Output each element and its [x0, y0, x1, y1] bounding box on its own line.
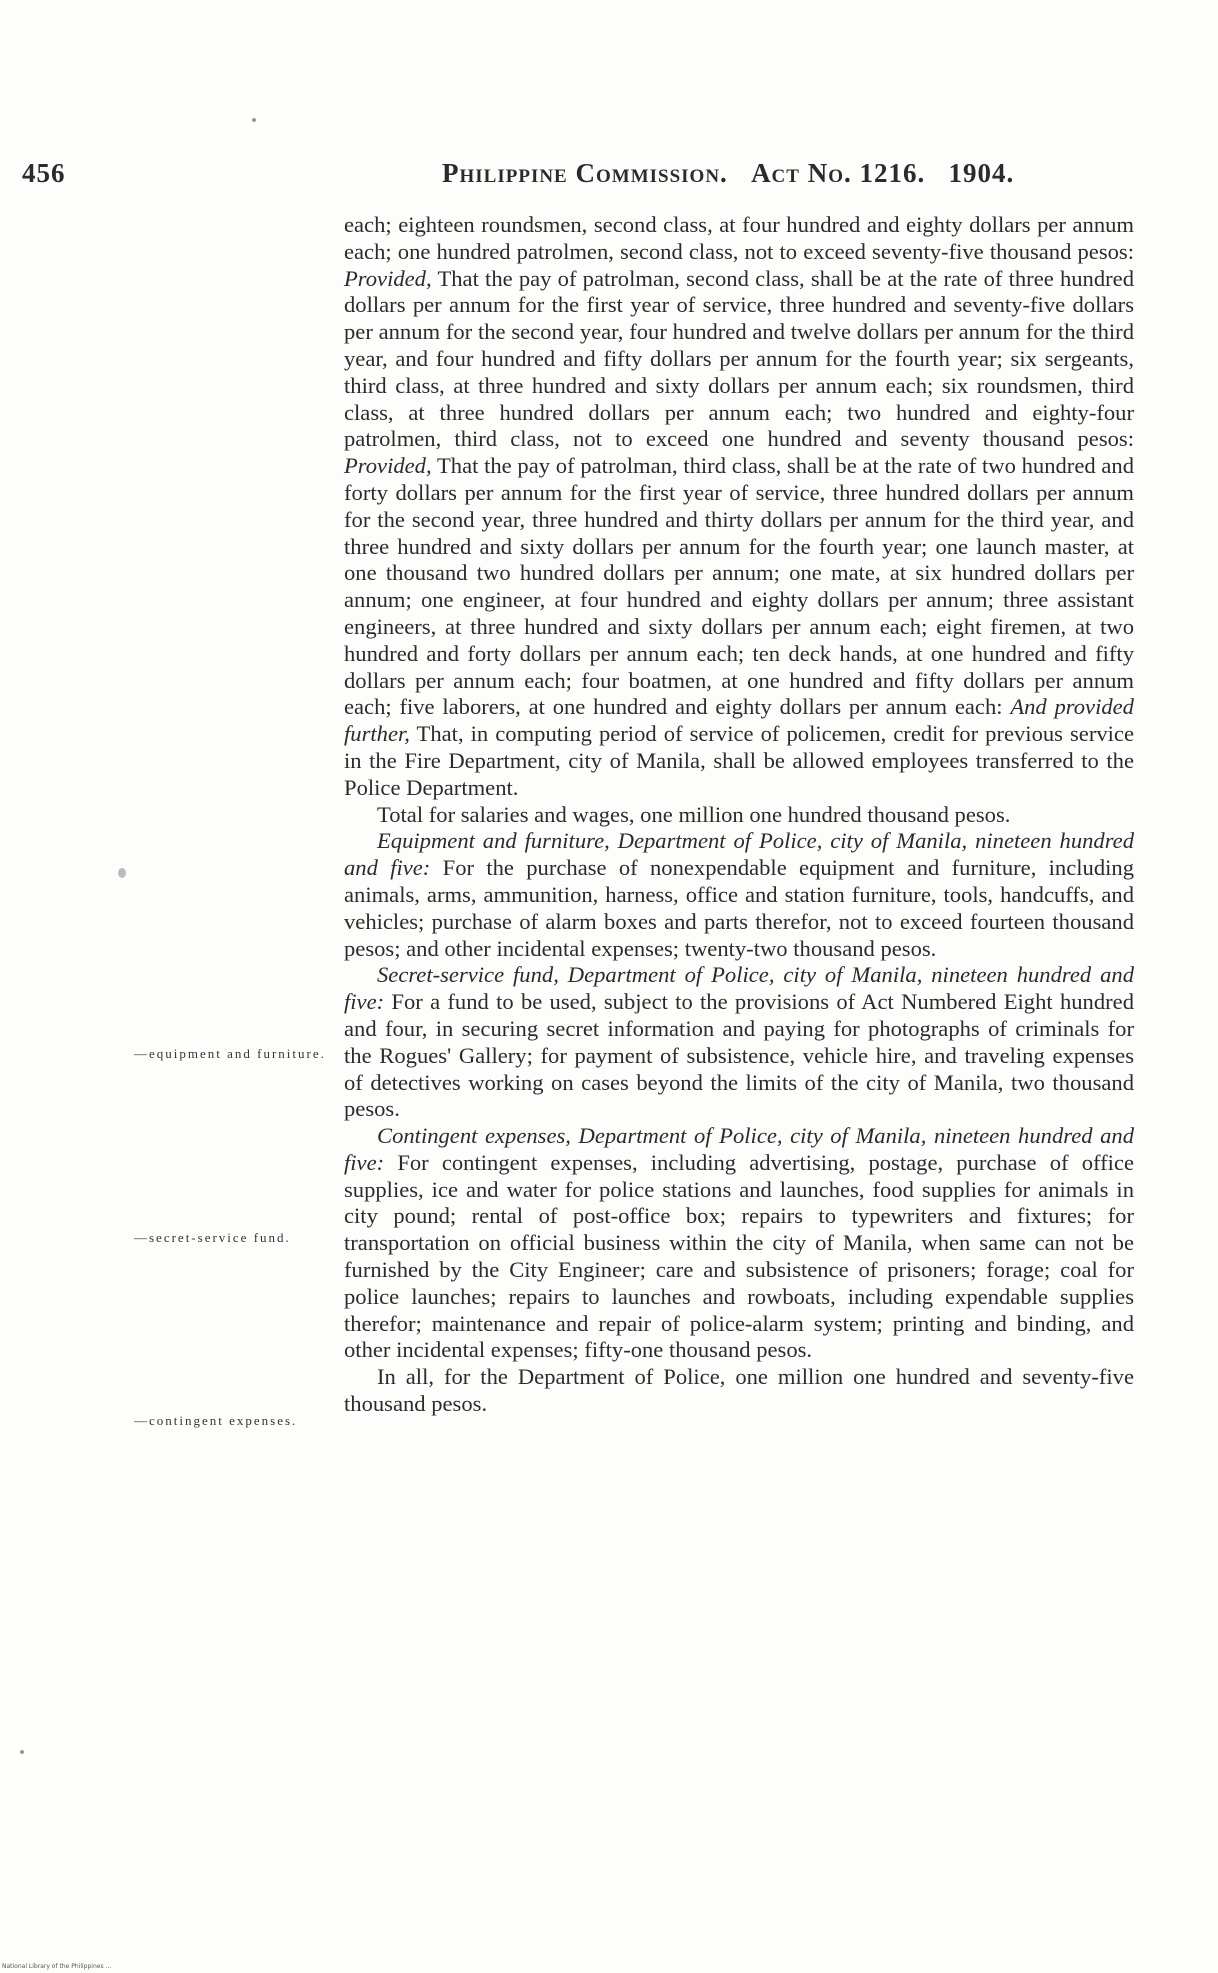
- paragraph-total: Total for salaries and wages, one million one hundred thousand pesos.: [377, 801, 1011, 827]
- margin-note-contingent: —contingent expenses.: [134, 1413, 298, 1428]
- scan-speck: [118, 868, 126, 878]
- margin-note-equipment: —equipment and furniture.: [134, 1046, 326, 1061]
- scan-speck: [252, 118, 256, 122]
- paragraph-salaries: each; eighteen roundsmen, second class, at four hundred and eighty dollars per annum each; one hundred patrolmen, second class, not to exceed seventy-five thousand pesos: Provided, That the pay of patrolman, second class, shall be at the rate of three hundred dollars per annum for the first year of service, three hundred and seventy-five dollars per annum for the second year, four hundred and twelve dollars per annum for the third year, and four hundred and fifty dollars per annum for the fourth year; six sergeants, third class, at three hundred and sixty dollars per annum each; six roundsmen, third class, at three hundred dollars per annum each; two hundred and eighty-four patrolmen, third class, not to exceed one hundred and seventy thousand pesos: Provided, That the pay of patrolman, third class, shall be at the rate of two hundred and forty dollars per annum for the first year of service, three hundred dollars per annum for the second year, three hundred and thirty dollars per annum for the third year, and three hundred and sixty dollars per annum for the fourth year; one launch master, at one thousand two hundred dollars per annum; one mate, at six hundred dollars per annum; one engineer, at four hundred and eighty dollars per annum; three assistant engineers, at three hundred and sixty dollars per annum each; eight firemen, at two hundred and forty dollars per annum each; ten deck hands, at one hundred and fifty dollars per annum each; four boatmen, at one hundred and fifty dollars per annum each; five laborers, at one hundred and eighty dollars per annum each: And provided further, That, in computing period of service of policemen, credit for previous service in the Fire Department, city of Manila, shall be allowed employees transferred to the Police Department.: [344, 212, 1134, 800]
- margin-note-secret-service: —secret-service fund.: [134, 1230, 291, 1245]
- running-head: [442, 158, 1014, 189]
- paragraph-secret-service: Secret-service fund, Department of Police, city of Manila, nineteen hundred and five: For a fund to be used, subject to the provisions of Act Numbered Eight hundred and four, in securing secret information and paying for photographs of criminals for the Rogues' Gallery; for payment of subsistence, vehicle hire, and traveling expenses of detectives working on cases beyond the limits of the city of Manila, two thousand pesos.: [344, 962, 1134, 1122]
- body-column: [344, 212, 1134, 1418]
- paragraph-contingent: Contingent expenses, Department of Police, city of Manila, nineteen hundred and five: For contingent expenses, including advertising, postage, purchase of office supplies, ice and water for police stations and launches, food supplies for animals in city pound; rental of post-office box; repairs to typewriters and fixtures; for transportation on official business within the city of Manila, when same can not be furnished by the City Engineer; care and subsistence of prisoners; forage; coal for police launches; repairs to launches and rowboats, including expendable supplies therefor; maintenance and repair of police-alarm system; printing and binding, and other incidental expenses; fifty-one thousand pesos.: [344, 1123, 1134, 1363]
- running-title: Philippine Commission.: [442, 158, 728, 188]
- footer-credit: National Library of the Philippines ...: [2, 1963, 112, 1970]
- scan-speck: [20, 1750, 24, 1754]
- act-number: Act No. 1216.: [751, 158, 926, 188]
- year: 1904.: [948, 158, 1015, 188]
- page-number: 456: [22, 158, 66, 188]
- paragraph-equipment: Equipment and furniture, Department of Police, city of Manila, nineteen hundred and five: For the purchase of nonexpendable equipment and furniture, including animals, arms, ammunition, harness, office and station furniture, tools, handcuffs, and vehicles; purchase of alarm boxes and parts therefor, not to exceed fourteen thousand pesos; and other incidental expenses; twenty-two thousand pesos.: [344, 828, 1134, 961]
- paragraph-in-all: In all, for the Department of Police, one million one hundred and seventy-five thousand pesos.: [344, 1364, 1134, 1417]
